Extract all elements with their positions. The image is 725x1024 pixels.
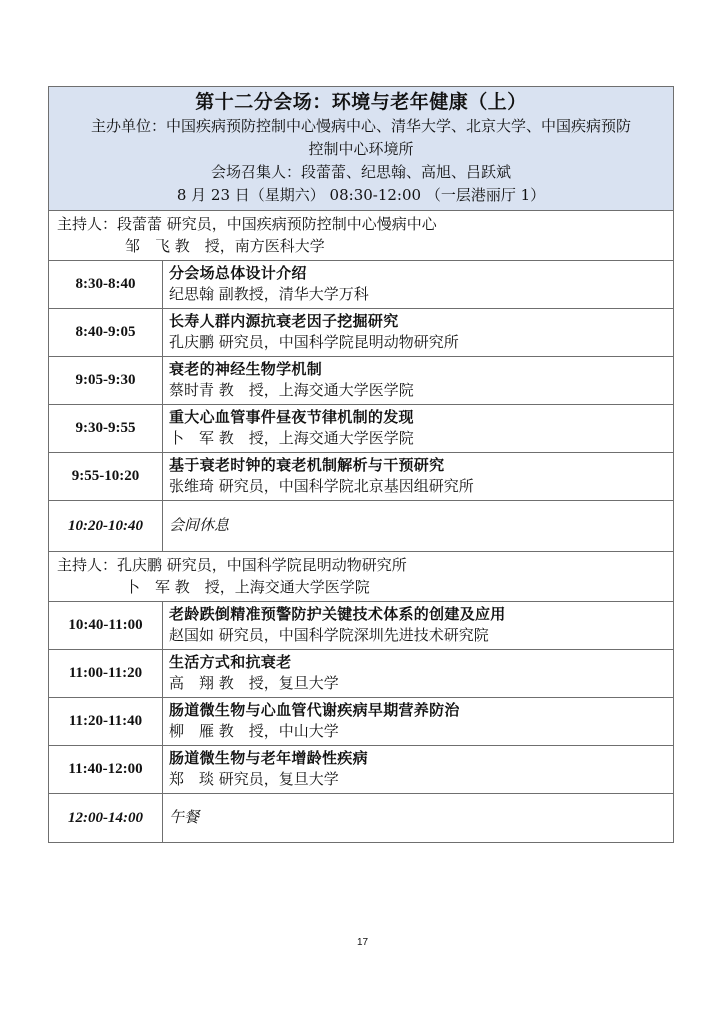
lunch-label: 午餐: [169, 808, 200, 826]
time-slot: 11:40-12:00: [49, 746, 163, 793]
talk-cell: [163, 309, 673, 356]
table-row: [49, 405, 673, 453]
host-1-secondary: 邹 飞 教 授，南方医科大学: [125, 237, 325, 255]
table-row: [49, 698, 673, 746]
page-number: 17: [356, 937, 369, 948]
talk-topic: 生活方式和抗衰老: [169, 653, 292, 671]
time-slot: 9:55-10:20: [49, 453, 163, 500]
talk-cell: [163, 357, 673, 404]
talk-topic: 肠道微生物与心血管代谢疾病早期营养防治: [169, 701, 460, 719]
table-row: [49, 309, 673, 357]
talk-cell: [163, 602, 673, 649]
time-slot: 11:00-11:20: [49, 650, 163, 697]
table-row: [49, 261, 673, 309]
talk-speaker: 柳 雁 教 授，中山大学: [169, 722, 339, 740]
talk-topic: 肠道微生物与老年增龄性疾病: [169, 749, 368, 767]
talk-topic: 老龄跌倒精准预警防护关键技术体系的创建及应用: [169, 605, 506, 623]
table-row: [49, 746, 673, 794]
talk-topic: 衰老的神经生物学机制: [169, 360, 323, 378]
session-header: [49, 87, 673, 211]
table-row: [49, 650, 673, 698]
talk-topic: 长寿人群内源抗衰老因子挖掘研究: [169, 312, 399, 330]
talk-cell: [163, 650, 673, 697]
session-date: 8 月 23 日（星期六） 08:30-12:00 （一层港丽厅 1）: [176, 186, 546, 204]
host-2-secondary: 卜 军 教 授，上海交通大学医学院: [125, 578, 370, 596]
talk-topic: 基于衰老时钟的衰老机制解析与干预研究: [169, 456, 445, 474]
host-1-primary: 主持人：段蕾蕾 研究员，中国疾病预防控制中心慢病中心: [57, 215, 437, 233]
table-row: [49, 602, 673, 650]
talk-speaker: 张维琦 研究员，中国科学院北京基因组研究所: [169, 477, 474, 495]
host-2-primary: 主持人：孔庆鹏 研究员，中国科学院昆明动物研究所: [57, 556, 407, 574]
talk-cell: [163, 698, 673, 745]
time-slot: 11:20-11:40: [49, 698, 163, 745]
organizers-line-2: 控制中心环境所: [308, 140, 414, 158]
time-slot: 8:40-9:05: [49, 309, 163, 356]
talk-speaker: 郑 琰 研究员，复旦大学: [169, 770, 339, 788]
talk-speaker: 高 翔 教 授，复旦大学: [169, 674, 339, 692]
host-block-1: [49, 211, 673, 261]
break-row: [49, 501, 673, 552]
time-slot: 9:30-9:55: [49, 405, 163, 452]
talk-topic: 分会场总体设计介绍: [169, 264, 307, 282]
talk-speaker: 纪思翰 副教授，清华大学万科: [169, 285, 369, 303]
talk-speaker: 蔡时青 教 授，上海交通大学医学院: [169, 381, 414, 399]
break-time: 10:20-10:40: [49, 501, 163, 551]
talk-speaker: 赵国如 研究员，中国科学院深圳先进技术研究院: [169, 626, 489, 644]
table-row: [49, 357, 673, 405]
organizers-line-1: 主办单位：中国疾病预防控制中心慢病中心、清华大学、北京大学、中国疾病预防: [90, 117, 631, 135]
time-slot: 10:40-11:00: [49, 602, 163, 649]
lunch-time: 12:00-14:00: [49, 794, 163, 842]
schedule-table: [48, 86, 674, 843]
talk-cell: [163, 261, 673, 308]
talk-topic: 重大心血管事件昼夜节律机制的发现: [169, 408, 414, 426]
talk-speaker: 孔庆鹏 研究员，中国科学院昆明动物研究所: [169, 333, 459, 351]
talk-cell: [163, 405, 673, 452]
talk-cell: [163, 746, 673, 793]
table-row: [49, 453, 673, 501]
lunch-row: [49, 794, 673, 842]
talk-cell: [163, 453, 673, 500]
host-block-2: [49, 552, 673, 602]
time-slot: 8:30-8:40: [49, 261, 163, 308]
talk-speaker: 卜 军 教 授，上海交通大学医学院: [169, 429, 414, 447]
session-title: 第十二分会场：环境与老年健康（上）: [195, 91, 527, 113]
conveners: 会场召集人：段蕾蕾、纪思翰、高旭、吕跃斌: [210, 163, 511, 181]
break-label: 会间休息: [169, 516, 230, 534]
time-slot: 9:05-9:30: [49, 357, 163, 404]
